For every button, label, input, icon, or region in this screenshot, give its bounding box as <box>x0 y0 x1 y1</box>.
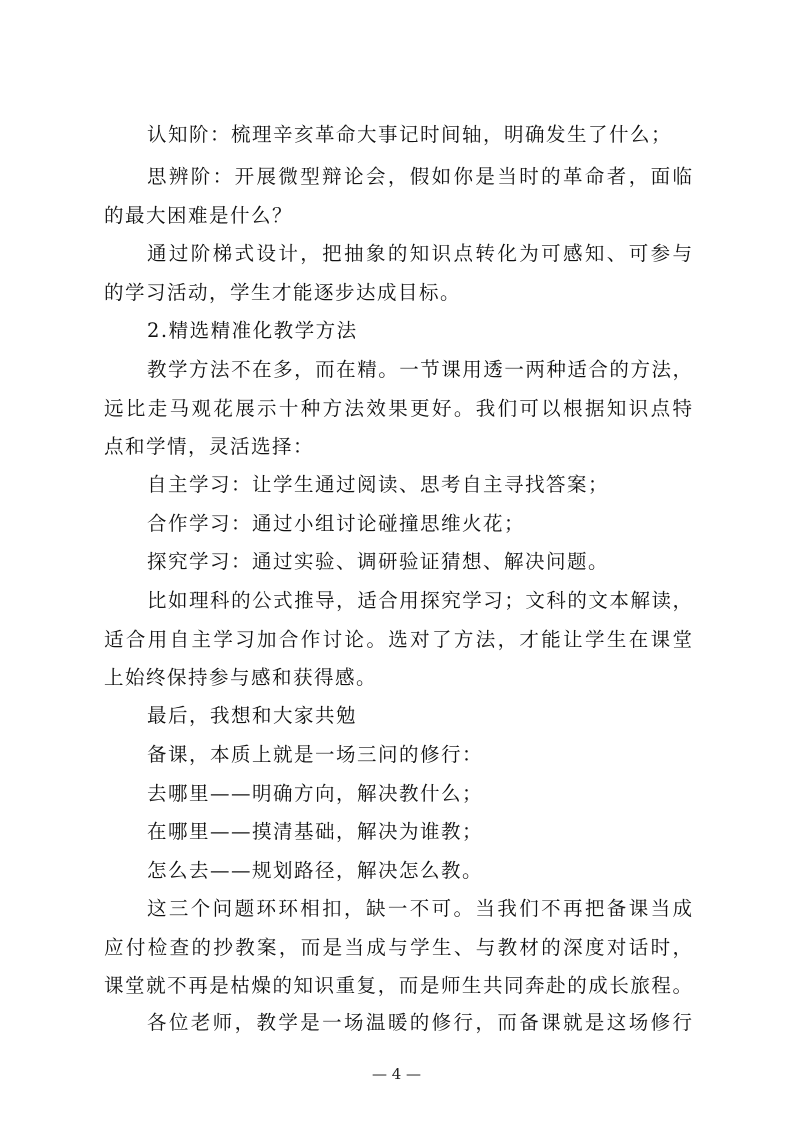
paragraph-cooperative-study: 合作学习：通过小组讨论碰撞思维火花； <box>147 512 526 535</box>
paragraph-final-line-1: 各位老师，教学是一场温暖的修行，而备课就是这场修行 <box>147 1011 692 1034</box>
paragraph-conclusion-line-1: 这三个问题环环相扣，缺一不可。当我们不再把备课当成 <box>147 897 692 920</box>
paragraph-methods-line-2: 远比走马观花展示十种方法效果更好。我们可以根据知识点特 <box>104 397 692 420</box>
paragraph-inquiry-study: 探究学习：通过实验、调研验证猜想、解决问题。 <box>147 550 610 573</box>
paragraph-example-line-1: 比如理科的公式推导，适合用探究学习；文科的文本解读， <box>147 589 692 612</box>
paragraph-debate-stage-line-2: 的最大困难是什么？ <box>104 204 294 227</box>
paragraph-methods-line-1: 教学方法不在多，而在精。一节课用透一两种适合的方法， <box>147 358 692 381</box>
paragraph-ladder-design-line-1: 通过阶梯式设计，把抽象的知识点转化为可感知、可参与 <box>147 242 692 265</box>
page-number: — 4 — <box>371 1065 422 1083</box>
paragraph-self-study: 自主学习：让学生通过阅读、思考自主寻找答案； <box>147 473 610 496</box>
paragraph-example-line-3: 上始终保持参与感和获得感。 <box>104 666 378 689</box>
paragraph-debate-stage-line-1: 思辨阶：开展微型辩论会，假如你是当时的革命者，面临 <box>147 165 692 188</box>
paragraph-conclusion-line-3: 课堂就不再是枯燥的知识重复，而是师生共同奔赴的成长旅程。 <box>104 974 692 997</box>
paragraph-where-to-go: 去哪里——明确方向，解决教什么； <box>147 782 484 805</box>
paragraph-example-line-2: 适合用自主学习加合作讨论。选对了方法，才能让学生在课堂 <box>104 628 692 651</box>
paragraph-cognition-stage: 认知阶：梳理辛亥革命大事记时间轴，明确发生了什么； <box>147 123 673 146</box>
section-heading-teaching-methods: 2.精选精准化教学方法 <box>147 319 358 342</box>
paragraph-where-are-we: 在哪里——摸清基础，解决为谁教； <box>147 820 484 843</box>
paragraph-ladder-design-line-2: 的学习活动，学生才能逐步达成目标。 <box>104 281 462 304</box>
paragraph-conclusion-line-2: 应付检查的抄教案，而是当成与学生、与教材的深度对话时， <box>104 936 692 959</box>
paragraph-three-questions: 备课，本质上就是一场三问的修行： <box>147 743 484 766</box>
paragraph-how-to-go: 怎么去——规划路径，解决怎么教。 <box>147 859 484 882</box>
paragraph-closing-heading: 最后，我想和大家共勉 <box>147 704 358 727</box>
paragraph-methods-line-3: 点和学情，灵活选择： <box>104 435 315 458</box>
